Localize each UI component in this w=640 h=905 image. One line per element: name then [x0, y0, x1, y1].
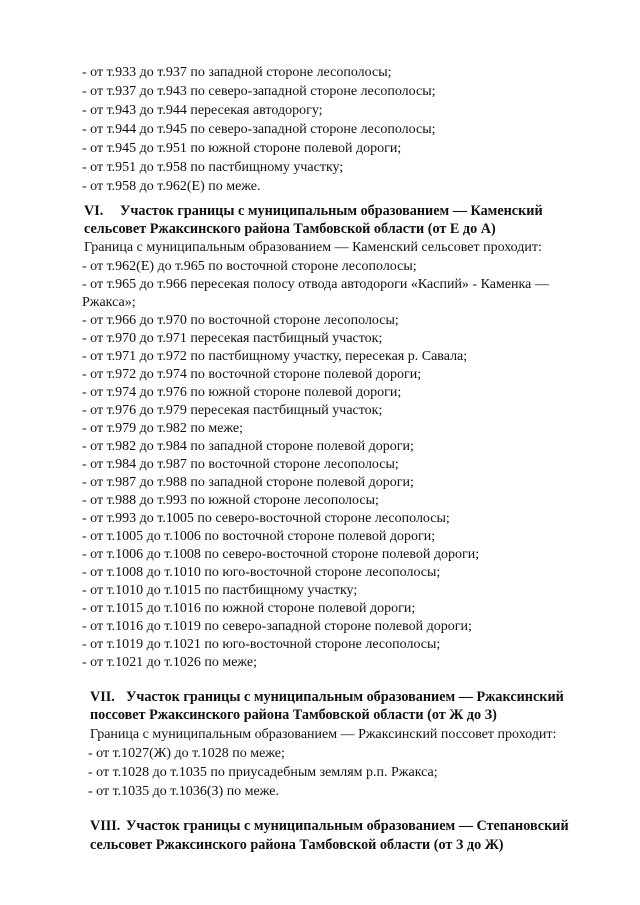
list-item: - от т.962(Е) до т.965 по восточной стороне лесополосы;	[82, 259, 417, 274]
section-8-heading	[90, 818, 569, 834]
list-item: - от т.974 до т.976 по южной стороне полевой дороги;	[82, 385, 402, 400]
list-item: - от т.976 до т.979 пересекая пастбищный участок;	[82, 403, 383, 418]
list-item: - от т.966 до т.970 по восточной стороне лесополосы;	[82, 313, 399, 328]
list-item: - от т.971 до т.972 по пастбищному участку, пересекая р. Савала;	[82, 349, 468, 364]
list-item: - от т.1016 до т.1019 по северо-западной стороне полевой дороги;	[82, 619, 472, 634]
list-item: - от т.951 до т.958 по пастбищному участку;	[82, 160, 344, 175]
list-item: - от т.993 до т.1005 по северо-восточной стороне лесополосы;	[82, 511, 450, 526]
list-item: Ржакса»;	[82, 295, 136, 310]
list-item: - от т.1035 до т.1036(З) по меже.	[88, 784, 279, 799]
section-7-number: VII.	[90, 689, 115, 705]
list-item: - от т.988 до т.993 по южной стороне лесополосы;	[82, 493, 379, 508]
section-8-title-line1: Участок границы с муниципальным образованием — Степановский	[126, 818, 569, 834]
list-item: - от т.979 до т.982 по меже;	[82, 421, 244, 436]
list-item: - от т.987 до т.988 по западной стороне полевой дороги;	[82, 475, 414, 490]
section-6-title-line1: Участок границы с муниципальным образованием — Каменский	[120, 203, 543, 219]
list-item: - от т.984 до т.987 по восточной стороне лесополосы;	[82, 457, 399, 472]
section-7-heading	[90, 689, 564, 705]
section-8-title-line2: сельсовет Ржаксинского района Тамбовской области (от З до Ж)	[90, 837, 504, 853]
section-8-number: VIII.	[90, 818, 121, 834]
list-item: - от т.972 до т.974 по восточной стороне полевой дороги;	[82, 367, 422, 382]
section-7-intro: Граница с муниципальным образованием — Ржаксинский поссовет проходит:	[90, 727, 557, 742]
list-item: - от т.1005 до т.1006 по восточной стороне полевой дороги;	[82, 529, 436, 544]
list-item: - от т.943 до т.944 пересекая автодорогу;	[82, 103, 323, 118]
list-item: - от т.1028 до т.1035 по приусадебным землям р.п. Ржакса;	[88, 765, 438, 780]
list-item: - от т.958 до т.962(Е) по меже.	[82, 179, 261, 194]
list-item: - от т.945 до т.951 по южной стороне полевой дороги;	[82, 141, 402, 156]
list-item: - от т.1015 до т.1016 по южной стороне полевой дороги;	[82, 601, 416, 616]
list-item: - от т.1027(Ж) до т.1028 по меже;	[88, 746, 285, 761]
list-item: - от т.1021 до т.1026 по меже;	[82, 655, 258, 670]
section-6-number: VI.	[84, 203, 104, 219]
list-item: - от т.944 до т.945 по северо-западной стороне лесополосы;	[82, 122, 436, 137]
list-item: - от т.1010 до т.1015 по пастбищному участку;	[82, 583, 358, 598]
section-7-title-line1: Участок границы с муниципальным образованием — Ржаксинский	[126, 689, 564, 705]
list-item: - от т.1008 до т.1010 по юго-восточной стороне лесополосы;	[82, 565, 441, 580]
list-item: - от т.982 до т.984 по западной стороне полевой дороги;	[82, 439, 414, 454]
list-item: - от т.1006 до т.1008 по северо-восточной стороне полевой дороги;	[82, 547, 480, 562]
list-item: - от т.937 до т.943 по северо-западной стороне лесополосы;	[82, 84, 436, 99]
section-6-intro: Граница с муниципальным образованием — Каменский сельсовет проходит:	[84, 240, 542, 255]
section-6-title-line2: сельсовет Ржаксинского района Тамбовской области (от Е до А)	[84, 221, 496, 237]
list-item: - от т.965 до т.966 пересекая полосу отвода автодороги «Каспий» - Каменка —	[82, 277, 549, 292]
list-item: - от т.933 до т.937 по западной стороне лесополосы;	[82, 65, 392, 80]
section-6-heading	[84, 203, 543, 219]
list-item: - от т.1019 до т.1021 по юго-восточной стороне лесополосы;	[82, 637, 441, 652]
section-7-title-line2: поссовет Ржаксинского района Тамбовской области (от Ж до З)	[90, 707, 497, 723]
list-item: - от т.970 до т.971 пересекая пастбищный участок;	[82, 331, 383, 346]
